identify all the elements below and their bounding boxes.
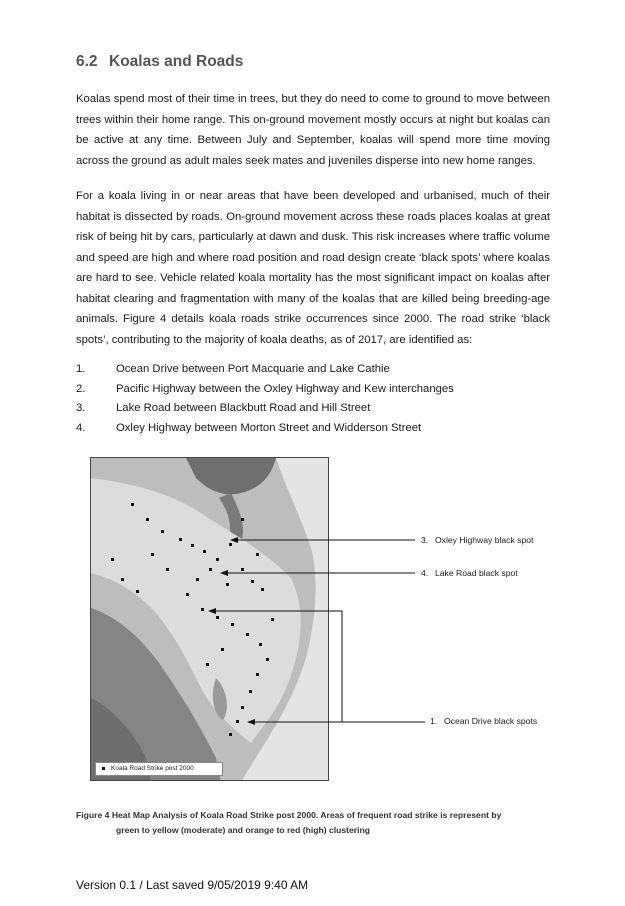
list-item-number: 4. [76,422,86,435]
list-item-text: Lake Road between Blackbutt Road and Hill Street [116,402,371,415]
legend-label: Koala Road Strike post 2000 [111,765,194,772]
caption-line-2: green to yellow (moderate) and orange to red (high) clustering [116,825,371,835]
paragraph-2: For a koala living in or near areas that have been developed and urbanised, much of their habitat is dissected by roads. On-ground movement across these roads places koalas at great risk of being hit by cars, particularly at dawn and dusk. This risk increases where traffic volume and speed are high and where road position and road design create ‘black spots’ where koalas are hard to see. Vehicle related koala mortality has the most significant impact on koalas after habitat clearing and fragmentation with many of the koalas that are killed being breeding-age animals. Figure 4 details koala roads strike occurrences since 2000. The road strike ‘black spots’, contributing to the majority of koala deaths, as of 2017, are identified as: [76,190,550,346]
annotation-text: Oxley Highway black spot [435,535,534,545]
arrowhead-icon [208,608,216,614]
annotation-lake-road [421,568,518,578]
annotation-oxley-highway [421,535,533,545]
page-footer: Version 0.1 / Last saved 9/05/2019 9:40 AM [76,878,309,892]
annotation-number: 4. [421,568,429,578]
arrowhead-icon [220,570,228,576]
section-number: 6.2 [76,53,98,70]
annotation-ocean-drive [430,716,537,726]
caption-line-1: Figure 4 Heat Map Analysis of Koala Road Strike post 2000. Areas of frequent road strike is represent by [76,810,502,820]
paragraph-1: Koalas spend most of their time in trees, but they do need to come to ground to move between trees within their home range. This on-ground movement mostly occurs at night but koalas can be active at any time. Between July and September, koalas will spend more time moving across the ground as adult males seek mates and juveniles disperse into new home ranges. [76,93,550,167]
list-item-number: 3. [76,402,86,415]
arrowhead-icon [230,537,238,543]
list-item-text: Ocean Drive between Port Macquarie and Lake Cathie [116,363,390,375]
arrow-ocean-drive-upper [214,611,425,722]
annotation-text: Ocean Drive black spots [444,716,538,726]
annotation-text: Lake Road black spot [435,568,518,578]
arrowhead-icon [247,719,255,725]
annotation-number: 1. [430,716,438,726]
list-item-number: 1. [76,363,86,375]
list-item-text: Pacific Highway between the Oxley Highway and Kew interchanges [116,382,454,395]
list-item-number: 2. [76,382,86,395]
list-item-text: Oxley Highway between Morton Street and Widderson Street [116,422,422,435]
annotation-number: 3. [421,535,429,545]
section-title: Koalas and Roads [109,53,244,70]
figure-caption [76,808,552,838]
